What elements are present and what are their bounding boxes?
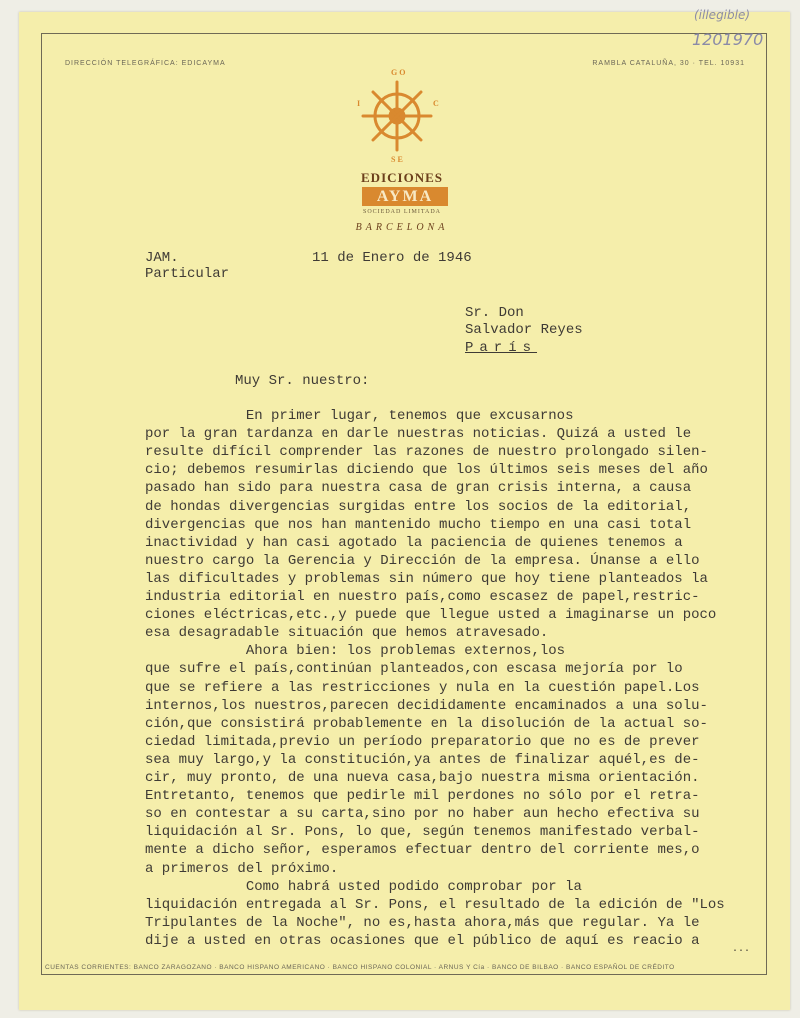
postal-address: RAMBLA CATALUÑA, 30 · TEL. 10931	[592, 60, 745, 67]
body-line: so en contestar a su carta,sino por no haber aun hecho efectiva su	[145, 806, 700, 823]
body-line: sea muy largo,y la constitución,ya antes de finalizar aquél,es de-	[145, 751, 700, 768]
body-line: las dificultades y problemas sin número que hoy tiene planteados la	[145, 570, 708, 587]
body-line: En primer lugar, tenemos que excusarnos	[145, 408, 574, 424]
body-line: Como habrá usted podido comprobar por la	[145, 878, 582, 895]
body-line: liquidación al Sr. Pons, lo que, según tenemos manifestado verbal-	[145, 824, 700, 841]
body-line: cir, muy pronto, de una nueva casa,bajo nuestra misma orientación.	[145, 770, 700, 786]
body-line: pasado han sido para nuestra casa de gran crisis interna, a causa	[145, 480, 692, 497]
svg-text:C: C	[433, 99, 439, 108]
body-line: inactividad y han casi agotado la paciencia de quienes tenemos a	[145, 534, 683, 551]
body-line: cio; debemos resumirlas diciendo que los últimos seis meses del año	[145, 462, 708, 479]
body-line: que se refiere a las restricciones y nula en la cuestión papel.Los	[145, 679, 700, 696]
body-line: de hondas divergencias surgidas entre los socios de la editorial,	[145, 498, 692, 515]
recipient-title: Sr. Don	[465, 305, 524, 321]
ship-wheel-icon	[355, 68, 439, 164]
recipient-name: Salvador Reyes	[465, 322, 583, 338]
svg-text:S E: S E	[391, 155, 403, 164]
body-line: por la gran tardanza en darle nuestras noticias. Quizá a usted le	[145, 426, 692, 443]
body-line: Ahora bien: los problemas externos,los	[145, 643, 566, 660]
brand-city: BARCELONA	[355, 222, 449, 233]
body-line: dije a usted en otras ocasiones que el público de aquí es reacio a	[145, 932, 700, 949]
bank-accounts-footer: CUENTAS CORRIENTES: BANCO ZARAGOZANO · BANCO HISPANO AMERICANO · BANCO HISPANO COLONIAL · ARNUS Y Cía · BANCO DE BILBAO · BANCO ESPAÑOL DE CRÉDITO	[45, 964, 675, 971]
body-line: industria editorial en nuestro país,como escasez de papel,restric-	[145, 589, 700, 605]
body-line: ciones eléctricas,etc.,y puede que llegue usted a imaginarse un poco	[145, 607, 717, 624]
telegraph-address: DIRECCIÓN TELEGRÁFICA: EDICAYMA	[65, 60, 226, 67]
body-line: mente a dicho señor, esperamos efectuar dentro del corriente mes,o	[145, 842, 700, 859]
recipient-city: París	[465, 340, 538, 356]
body-line: a primeros del próximo.	[145, 860, 339, 877]
body-line: liquidación entregada al Sr. Pons, el resultado de la edición de "Los	[145, 896, 725, 913]
company-type: SOCIEDAD LIMITADA	[362, 209, 441, 215]
brand-name: EDICIONES	[361, 170, 443, 185]
archive-code: 1201970	[692, 30, 764, 49]
archive-note-top: (illegible)	[694, 8, 751, 22]
body-line: esa desagradable situación que hemos atravesado.	[145, 625, 549, 642]
brand-logo-ayma: AYMA	[362, 187, 448, 206]
salutation: Muy Sr. nuestro:	[235, 373, 370, 389]
svg-text:G O: G O	[391, 68, 406, 77]
svg-text:I: I	[357, 99, 361, 108]
letter-type: Particular	[145, 266, 230, 282]
continuation-mark: ...	[732, 944, 751, 955]
letter-date: 11 de Enero de 1946	[312, 250, 472, 266]
body-line: nuestro cargo la Gerencia y Dirección de la empresa. Únanse a ello	[145, 552, 700, 569]
body-line: Tripulantes de la Noche", no es,hasta ahora,más que regular. Ya le	[145, 914, 700, 931]
body-line: ciedad limitada,previo un período preparatorio que no es de prever	[145, 733, 700, 750]
reference: JAM.	[145, 250, 179, 266]
body-line: divergencias que nos han mantenido mucho tiempo en una casi total	[145, 516, 692, 533]
body-line: que sufre el país,continúan planteados,con escasa mejoría por lo	[145, 661, 683, 678]
body-line: ción,que consistirá probablemente en la disolución de la actual so-	[145, 715, 708, 732]
body-line: Entretanto, tenemos que pedirle mil perdones no sólo por el retra-	[145, 788, 700, 805]
body-line: internos,los nuestros,parecen decididamente encaminados a una solu-	[145, 697, 708, 714]
body-line: resulte difícil comprender las razones de nuestro prolongado silen-	[145, 444, 708, 461]
